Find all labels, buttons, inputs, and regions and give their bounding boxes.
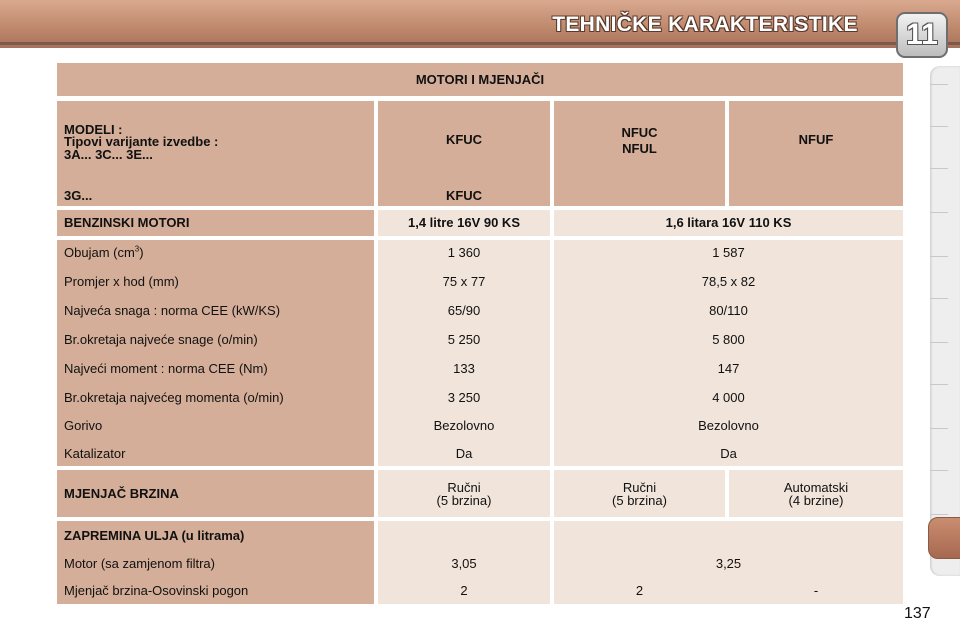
spec-value: 1 587 — [712, 245, 745, 260]
spec-value: 65/90 — [447, 303, 481, 318]
models-label: MODELI : — [64, 122, 123, 137]
oil-value: - — [813, 583, 819, 598]
variants-3a-3c-3e: 3A... 3C... 3E... — [64, 147, 153, 162]
oil-value: 3,25 — [715, 556, 742, 571]
oil-row-label: Mjenjač brzina-Osovinski pogon — [64, 583, 249, 598]
models-col1-cell — [378, 101, 550, 206]
tab-divider — [930, 342, 948, 343]
tab-divider — [930, 126, 948, 127]
gearbox-gears: (5 brzina) — [436, 493, 492, 508]
page-number: 137 — [904, 605, 931, 622]
spec-label: Promjer x hod (mm) — [64, 274, 179, 289]
tab-divider — [930, 470, 948, 471]
engine-col23: 1,6 litara 16V 110 KS — [554, 210, 903, 236]
tab-divider — [930, 212, 948, 213]
spec-value: 5 250 — [447, 332, 481, 347]
gearbox-type: Automatski — [783, 480, 849, 495]
oil-capacity-heading: ZAPREMINA ULJA (u litrama) — [64, 528, 245, 543]
spec-value: 5 800 — [712, 332, 745, 347]
gearbox-col3 — [729, 470, 903, 517]
page-title: TEHNIČKE KARAKTERISTIKE — [552, 13, 858, 36]
gearbox-col2 — [554, 470, 725, 517]
tab-divider — [930, 298, 948, 299]
engine-col1: 1,4 litre 16V 90 KS — [378, 210, 550, 236]
gearbox-col1 — [378, 470, 550, 517]
specs-col23-cell — [554, 240, 903, 466]
spec-value: Da — [455, 446, 473, 461]
chapter-tabs — [930, 66, 960, 576]
models-col2-cell — [554, 101, 725, 206]
oil-value: 3,05 — [451, 556, 477, 571]
spec-value: 1 360 — [447, 245, 481, 260]
model-kfuc-3g: KFUC — [445, 188, 483, 203]
model-nfuf: NFUF — [798, 132, 834, 147]
spec-label: Br.okretaja najvećeg momenta (o/min) — [64, 390, 284, 405]
tab-divider — [930, 514, 948, 515]
spec-value: Bezolovno — [698, 418, 759, 433]
spec-label: Najveća snaga : norma CEE (kW/KS) — [64, 303, 281, 318]
tab-divider — [930, 84, 948, 85]
spec-value: 4 000 — [712, 390, 745, 405]
variants-label: Tipovi varijante izvedbe : — [64, 134, 219, 149]
gearbox-label: MJENJAČ BRZINA — [57, 470, 374, 517]
oil-value: 2 — [460, 583, 468, 598]
spec-label: Gorivo — [64, 418, 103, 433]
tab-divider — [930, 256, 948, 257]
spec-label: Br.okretaja najveće snage (o/min) — [64, 332, 258, 347]
spec-label: Obujam $(cm^3)$ — [64, 244, 144, 260]
tab-divider — [930, 428, 948, 429]
spec-label: Katalizator — [64, 446, 126, 461]
specs-col1-cell — [378, 240, 550, 466]
table-title: MOTORI I MJENJAČI — [57, 63, 903, 96]
spec-label: Najveći moment : norma CEE (Nm) — [64, 361, 268, 376]
oil-label-cell — [57, 521, 374, 604]
spec-value: 133 — [453, 361, 475, 376]
oil-col23-cell — [554, 521, 903, 604]
models-col3-cell — [729, 101, 903, 206]
chapter-number-badge: 11 — [896, 12, 948, 58]
model-nfuc: NFUC — [621, 125, 658, 140]
gearbox-gears: (4 brzine) — [788, 493, 844, 508]
spec-value: 147 — [717, 361, 740, 376]
variant-3g: 3G... — [64, 188, 93, 203]
spec-value: 3 250 — [447, 390, 481, 405]
tab-divider — [930, 168, 948, 169]
specs-label-cell — [57, 240, 374, 466]
oil-row-label: Motor (sa zamjenom filtra) — [64, 556, 215, 571]
engine-label: BENZINSKI MOTORI — [57, 210, 374, 236]
oil-value: 2 — [635, 583, 644, 598]
spec-value: Bezolovno — [433, 418, 495, 433]
oil-col1-cell — [378, 521, 550, 604]
header-rule — [0, 42, 960, 45]
spec-value: 78,5 x 82 — [701, 274, 756, 289]
spec-value: 80/110 — [709, 303, 748, 318]
tab-divider — [930, 384, 948, 385]
active-chapter-tab — [928, 517, 960, 559]
gearbox-gears: (5 brzina) — [612, 493, 667, 508]
models-label-cell — [57, 101, 374, 206]
spec-value: Da — [720, 446, 737, 461]
model-kfuc: KFUC — [445, 132, 483, 147]
gearbox-type: Ručni — [622, 480, 657, 495]
model-nful: NFUL — [622, 141, 657, 156]
gearbox-type: Ručni — [447, 480, 481, 495]
spec-value: 75 x 77 — [442, 274, 486, 289]
